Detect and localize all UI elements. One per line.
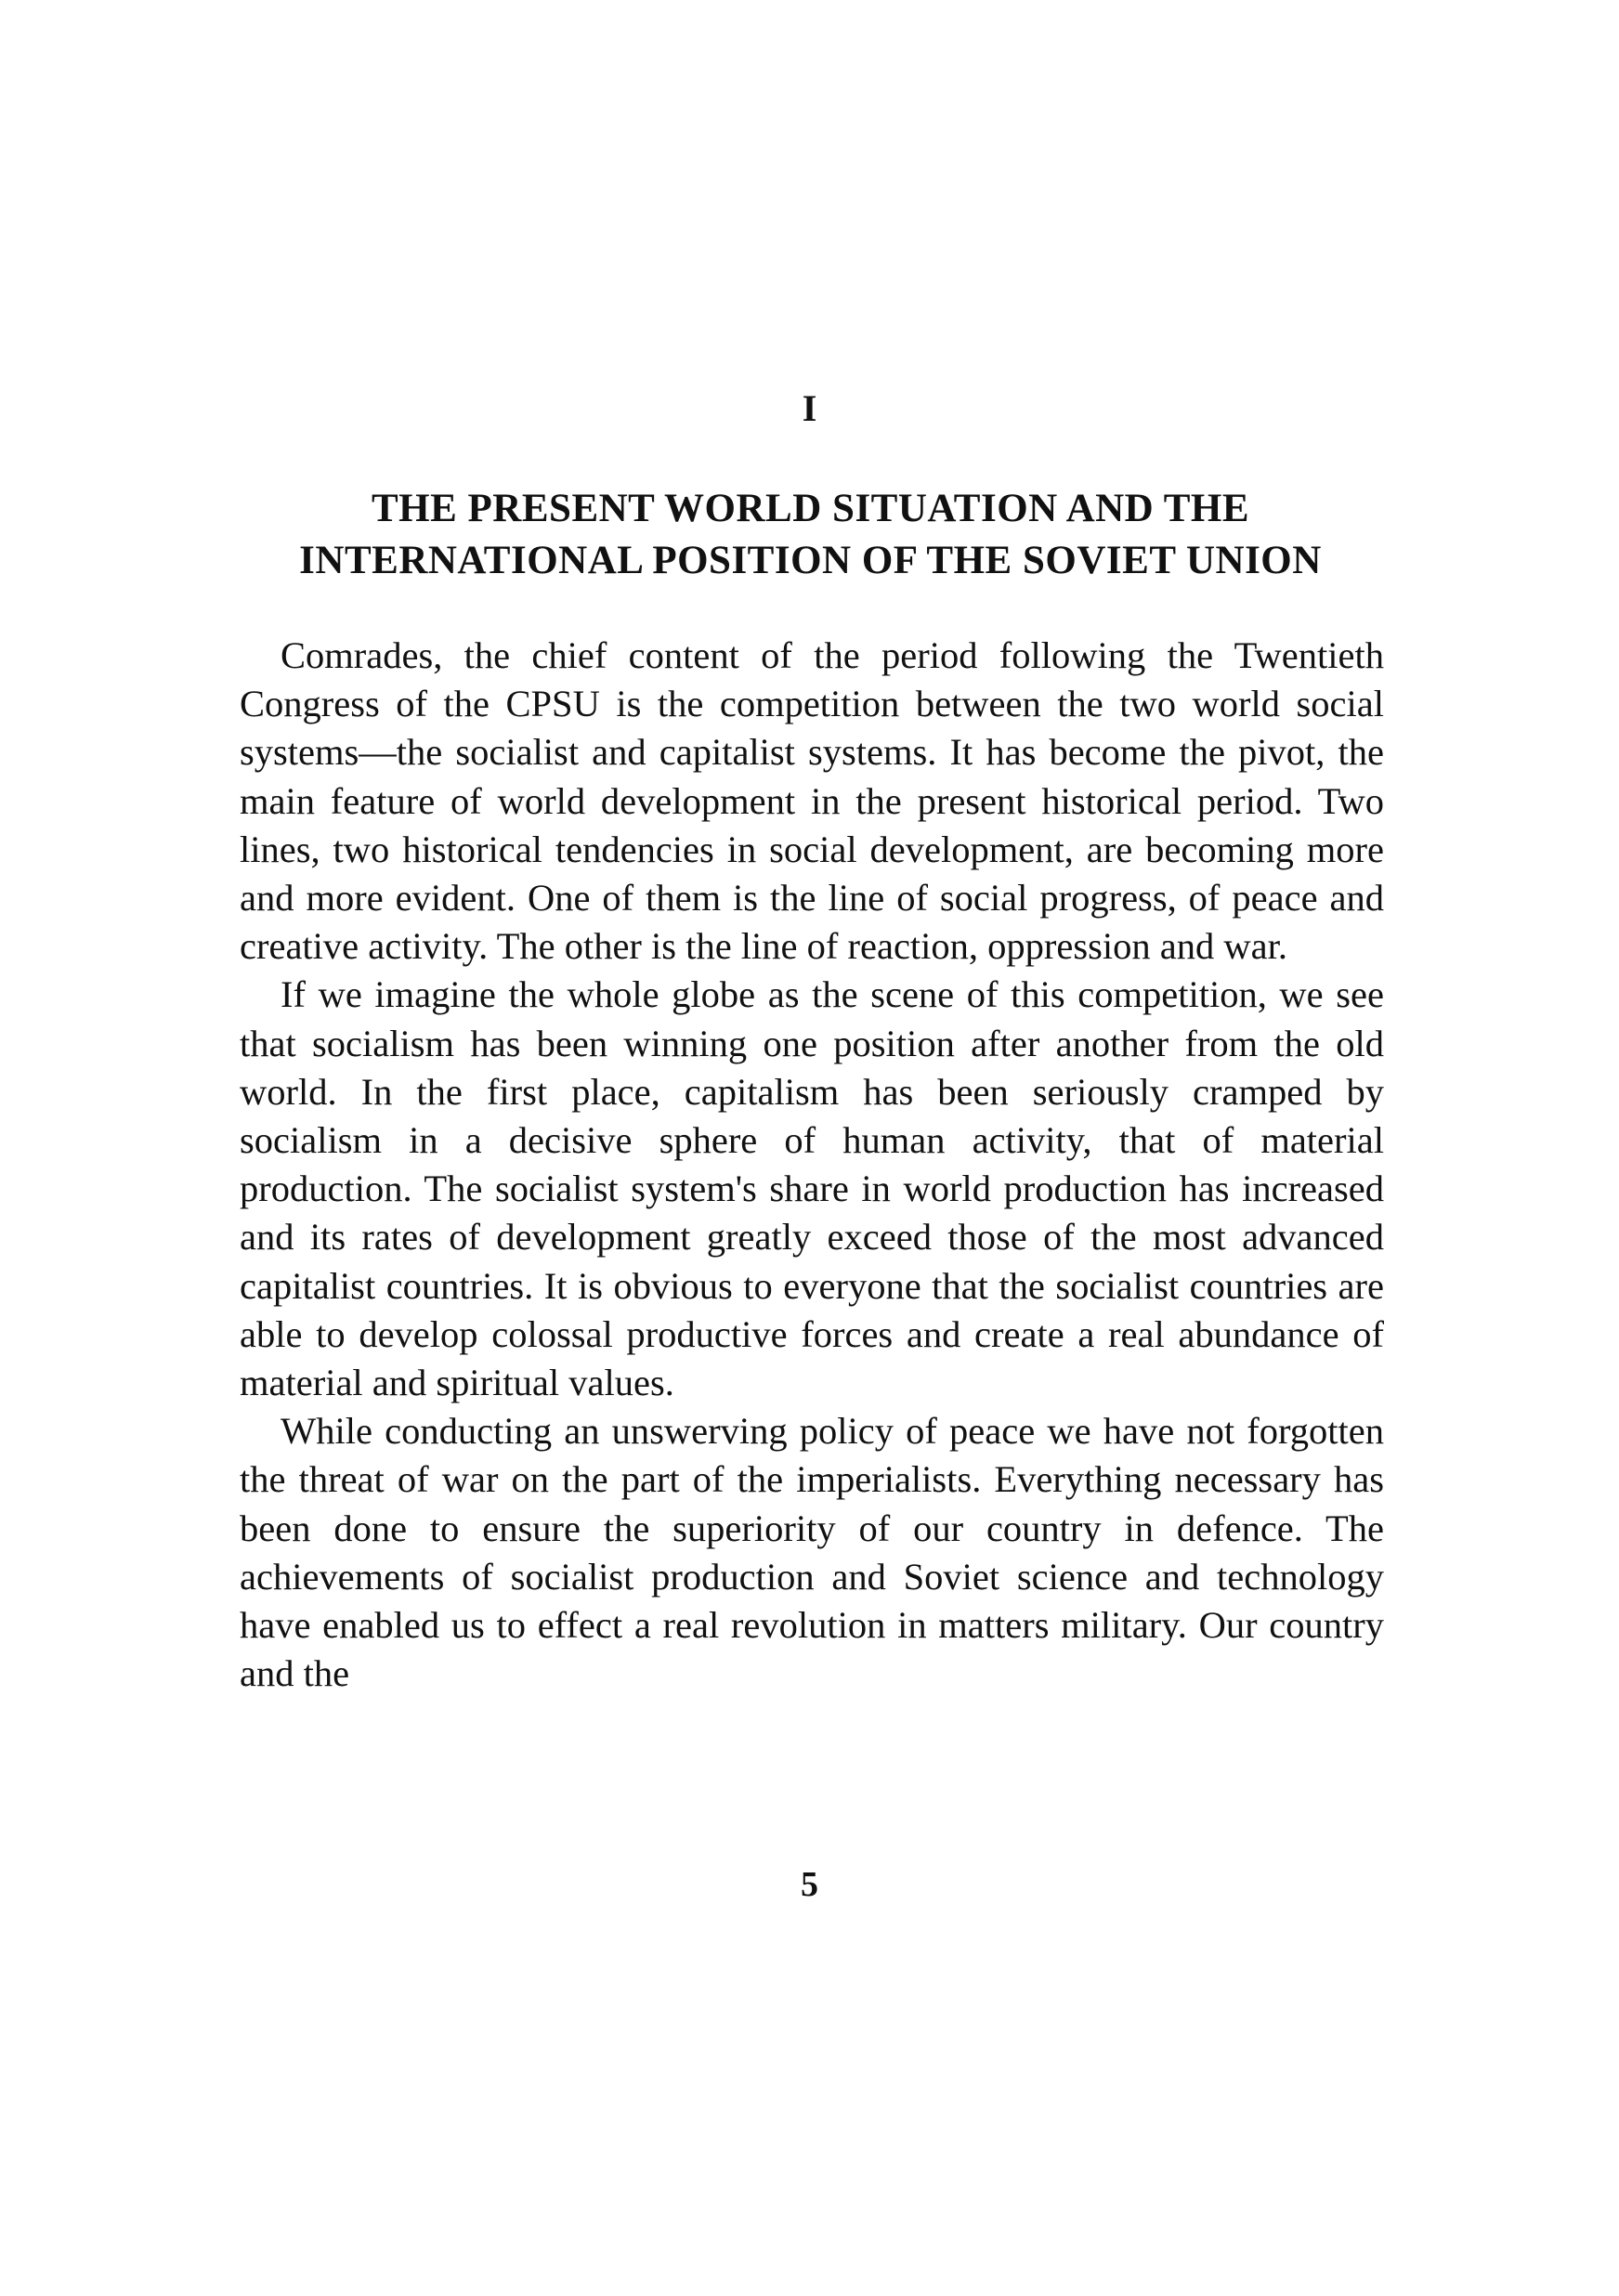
section-number: I: [802, 387, 817, 429]
paragraph: If we imagine the whole globe as the scene of this competition, we see that socialism has been winning one position after another from the old world. In the first place, capitalism has been seriously cramped by socialism in a decisive sphere of human activity, that of material production. The socialist system's share in world production has increased and its rates of development greatly exceed those of the most advanced capitalist countries. It is obvious to everyone that the socialist countries are able to develop colossal productive forces and create a real abundance of material and spiritual values.: [240, 973, 1384, 1404]
paragraph: While conducting an unswerving policy of peace we have not forgotten the threat of war on the part of the imperialists. Everything necessary has been done to ensure the superiority of our country in defence. The achievements of socialist production and Soviet science and technology have enabled us to effect a real revolution in matters military. Our country and the: [240, 1410, 1384, 1695]
section-title: THE PRESENT WORLD SITUATION AND THE INTERNATIONAL POSITION OF THE SOVIET UNION: [299, 487, 1322, 582]
page-number: 5: [801, 1865, 818, 1904]
body-text: [240, 632, 1384, 1698]
paragraph: Comrades, the chief content of the period following the Twentieth Congress of the CPSU is the competition between the two world social systems—the socialist and capitalist systems. It has become the pivot, the main feature of world development in the present historical period. Two lines, two historical tendencies in social development, are becoming more and more evident. One of them is the line of social progress, of peace and creative activity. The other is the line of reaction, oppression and war.: [240, 634, 1384, 968]
